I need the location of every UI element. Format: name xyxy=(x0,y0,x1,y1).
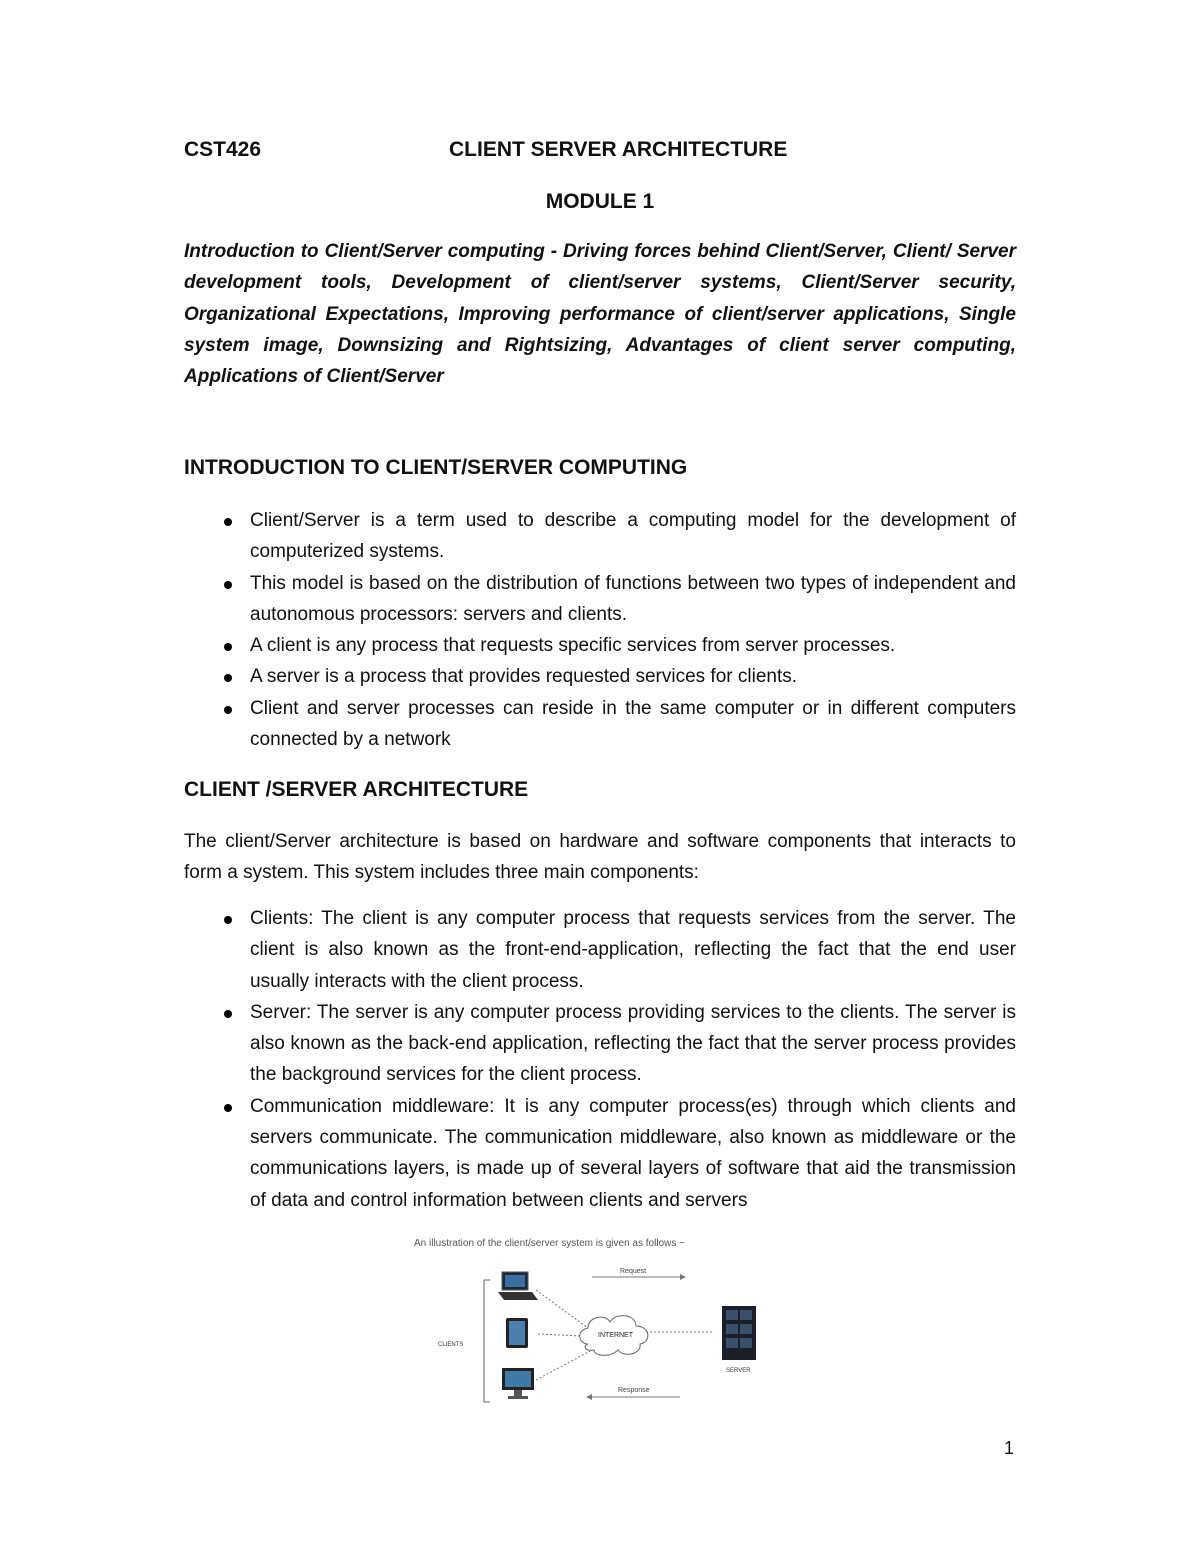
bullet-icon xyxy=(224,1010,232,1018)
tablet-icon xyxy=(506,1318,528,1348)
server-label: SERVER xyxy=(726,1368,751,1374)
internet-label: INTERNET xyxy=(598,1332,633,1339)
bullet-icon xyxy=(224,518,232,526)
list-item: Server: The server is any computer process providing services to the clients. The server is also known as the back-end application, reflecting the fact that the server process provides the background services for the client process. xyxy=(184,997,1016,1091)
course-code: CST426 xyxy=(184,138,262,161)
server-icon xyxy=(722,1306,756,1360)
list-item: Clients: The client is any computer process that requests services from the server. The client is also known as the front-end-application, reflecting the fact that the end user usually interacts with the client process. xyxy=(184,903,1016,997)
figure-caption: An illustration of the client/server system is given as follows − xyxy=(414,1238,685,1249)
laptop-icon xyxy=(498,1272,538,1300)
connector-laptop xyxy=(536,1290,588,1328)
internet-cloud-icon xyxy=(580,1316,648,1356)
response-label: Response xyxy=(618,1387,650,1394)
bullet-icon xyxy=(224,1104,232,1112)
architecture-paragraph: The client/Server architecture is based on hardware and software components that interacts to form a system. This system includes three main components: xyxy=(184,831,1016,884)
clients-bracket xyxy=(484,1280,490,1402)
bullet-icon xyxy=(224,674,232,682)
connector-tablet xyxy=(538,1334,582,1336)
bullet-icon xyxy=(224,706,232,714)
clients-label: CLIENTS xyxy=(438,1342,464,1348)
page-number: 1 xyxy=(1003,1438,1014,1458)
request-arrowhead xyxy=(680,1274,686,1280)
bullet-icon xyxy=(224,643,232,651)
list-item: Client and server processes can reside in the same computer or in different computers connected by a network xyxy=(184,693,1016,756)
architecture-heading: CLIENT /SERVER ARCHITECTURE xyxy=(184,778,529,801)
list-item: A client is any process that requests specific services from server processes. xyxy=(184,630,1016,661)
monitor-icon xyxy=(502,1368,534,1399)
list-item: Client/Server is a term used to describe a computing model for the development of computerized systems. xyxy=(184,505,1016,568)
connector-monitor xyxy=(536,1350,592,1380)
list-item: A server is a process that provides requested services for clients. xyxy=(184,661,1016,692)
module-title: MODULE 1 xyxy=(545,190,655,213)
syllabus-summary: Introduction to Client/Server computing - Driving forces behind Client/Server, Client/ Server development tools, Development of client/server systems, Client/Server security, Organizational Expectations, Improving performance of client/server applications, Single system image, Downsizing and Rightsizing, Advantages of client server computing, Applications of Client/Server xyxy=(184,241,1016,388)
course-title: CLIENT SERVER ARCHITECTURE xyxy=(449,138,788,161)
response-arrowhead xyxy=(586,1394,592,1400)
bullet-icon xyxy=(224,581,232,589)
list-item: Communication middleware: It is any computer process(es) through which clients and servers communicate. The communication middleware, also known as middleware or the communications layers, is made up of several layers of software that aid the transmission of data and control information between clients and servers xyxy=(184,1091,1016,1216)
architecture-bullet-list xyxy=(184,903,1016,1216)
intro-bullet-list xyxy=(184,505,1016,755)
request-label: Request xyxy=(620,1268,647,1275)
bullet-icon xyxy=(224,916,232,924)
list-item: This model is based on the distribution of functions between two types of independent and autonomous processors: servers and clients. xyxy=(184,568,1016,631)
client-server-diagram xyxy=(410,1232,790,1412)
intro-heading: INTRODUCTION TO CLIENT/SERVER COMPUTING xyxy=(184,456,688,479)
